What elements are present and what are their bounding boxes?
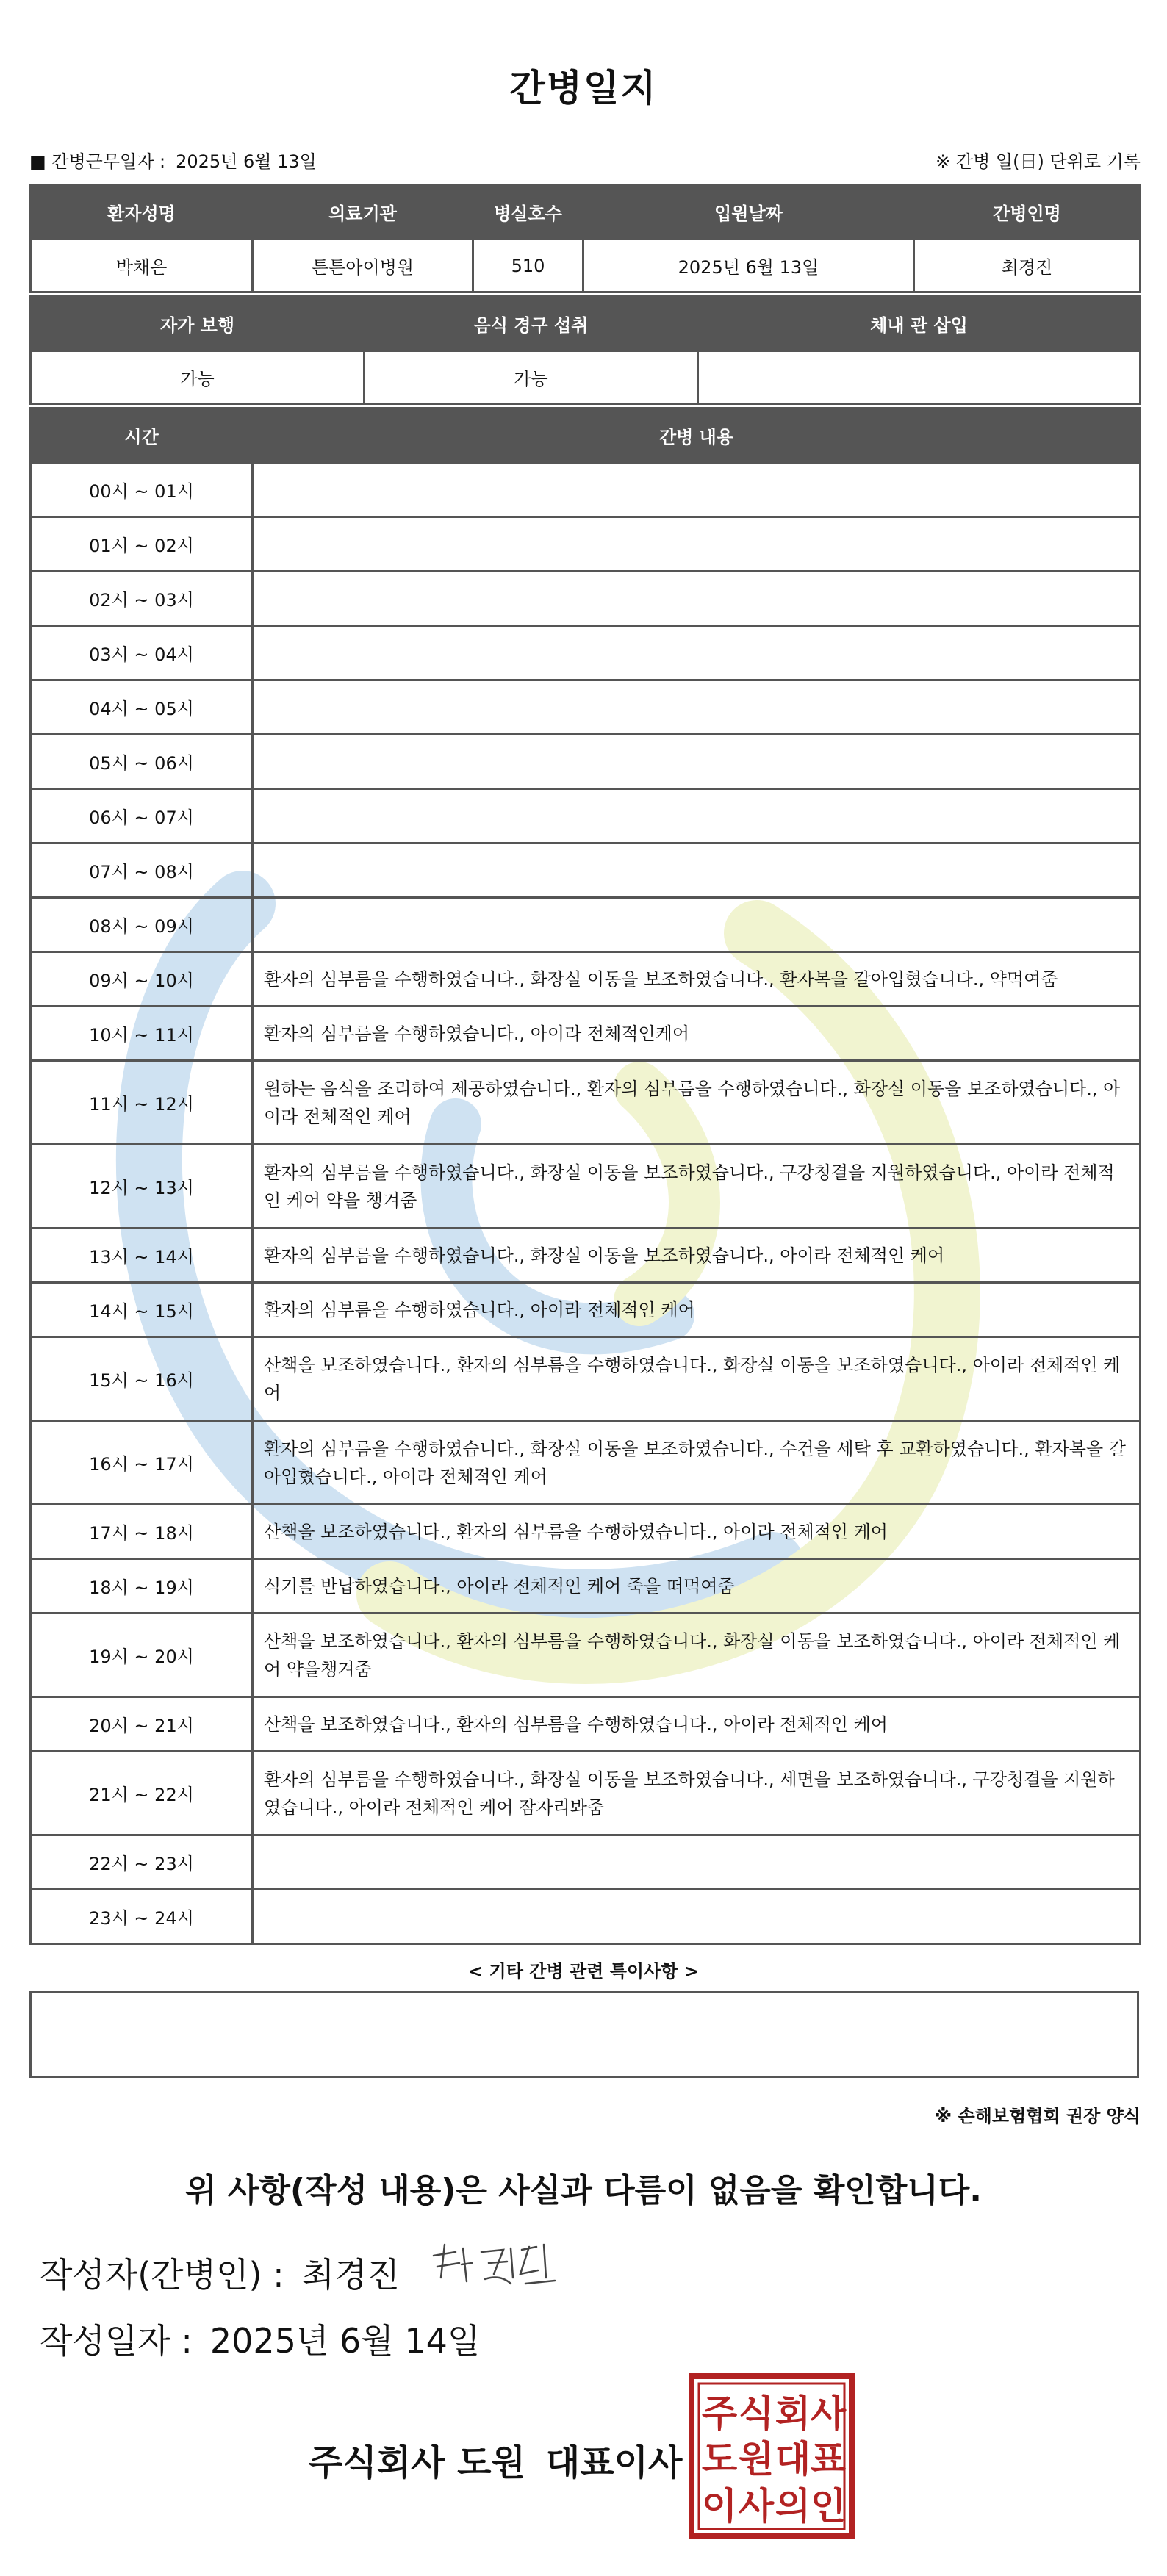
writer-line bbox=[40, 2248, 400, 2297]
care-content-cell: 환자의 심부름을 수행하였습니다., 아이라 전체적인케어 bbox=[253, 1007, 1141, 1061]
work-date-value: 2025년 6월 13일 bbox=[176, 151, 317, 172]
time-cell: 18시 ~ 19시 bbox=[31, 1559, 253, 1613]
svg-text:인: 인 bbox=[810, 2485, 847, 2528]
work-date-label: ■ 간병근무일자 : bbox=[29, 151, 166, 172]
time-cell: 14시 ~ 15시 bbox=[31, 1283, 253, 1337]
patient-name: 박채은 bbox=[31, 240, 253, 292]
time-cell: 23시 ~ 24시 bbox=[31, 1890, 253, 1944]
care-content-cell bbox=[253, 626, 1141, 680]
header-care-content: 간병 내용 bbox=[253, 409, 1141, 463]
header-hospital: 의료기관 bbox=[253, 185, 473, 240]
written-date-value: 2025년 6월 14일 bbox=[209, 2321, 481, 2361]
header-room-number: 병실호수 bbox=[473, 185, 584, 240]
care-content-cell bbox=[253, 572, 1141, 626]
document-title: 간병일지 bbox=[509, 67, 658, 109]
time-cell: 10시 ~ 11시 bbox=[31, 1007, 253, 1061]
care-content-cell: 환자의 심부름을 수행하였습니다., 화장실 이동을 보조하였습니다., 구강청결을 지원하였습니다., 아이라 전체적인 케어 약을 챙겨줌 bbox=[253, 1145, 1141, 1228]
oral-intake-value: 가능 bbox=[365, 351, 698, 404]
care-content-cell bbox=[253, 463, 1141, 517]
time-cell: 13시 ~ 14시 bbox=[31, 1228, 253, 1283]
care-content-cell bbox=[253, 735, 1141, 789]
svg-text:표: 표 bbox=[810, 2438, 847, 2480]
time-cell: 16시 ~ 17시 bbox=[31, 1421, 253, 1505]
company-name: 주식회사 도원 bbox=[309, 2442, 525, 2483]
time-cell: 17시 ~ 18시 bbox=[31, 1505, 253, 1559]
care-content-cell: 환자의 심부름을 수행하였습니다., 화장실 이동을 보조하였습니다., 세면을 보조하였습니다., 구강청결을 지원하였습니다., 아이라 전체적인 케어 잠자리봐줌 bbox=[253, 1752, 1141, 1835]
header-caregiver-name: 간병인명 bbox=[914, 185, 1141, 240]
header-self-walking: 자가 보행 bbox=[31, 297, 365, 351]
care-content-cell: 환자의 심부름을 수행하였습니다., 화장실 이동을 보조하였습니다., 아이라 전체적인 케어 bbox=[253, 1228, 1141, 1283]
time-cell: 22시 ~ 23시 bbox=[31, 1835, 253, 1890]
writer-name: 최경진 bbox=[301, 2255, 400, 2295]
care-content-cell bbox=[253, 843, 1141, 898]
care-content-cell bbox=[253, 1835, 1141, 1890]
writer-label: 작성자(간병인) : bbox=[40, 2255, 284, 2295]
svg-text:회: 회 bbox=[775, 2392, 811, 2435]
company-seal bbox=[687, 2372, 856, 2541]
svg-text:대: 대 bbox=[775, 2438, 811, 2480]
time-cell: 08시 ~ 09시 bbox=[31, 898, 253, 952]
time-cell: 05시 ~ 06시 bbox=[31, 735, 253, 789]
care-content-cell: 산책을 보조하였습니다., 환자의 심부름을 수행하였습니다., 화장실 이동을 보조하였습니다., 아이라 전체적인 케어 bbox=[253, 1337, 1141, 1421]
time-cell: 19시 ~ 20시 bbox=[31, 1613, 253, 1697]
time-cell: 00시 ~ 01시 bbox=[31, 463, 253, 517]
time-cell: 09시 ~ 10시 bbox=[31, 952, 253, 1007]
svg-text:의: 의 bbox=[775, 2485, 811, 2528]
caregiver-name: 최경진 bbox=[914, 240, 1141, 292]
self-walking-value: 가능 bbox=[31, 351, 365, 404]
care-content-cell bbox=[253, 680, 1141, 735]
special-notes-box bbox=[29, 1991, 1139, 2078]
time-cell: 03시 ~ 04시 bbox=[31, 626, 253, 680]
care-content-cell bbox=[253, 898, 1141, 952]
care-content-cell: 산책을 보조하였습니다., 환자의 심부름을 수행하였습니다., 아이라 전체적인 케어 bbox=[253, 1697, 1141, 1752]
svg-text:사: 사 bbox=[738, 2485, 775, 2528]
care-content-cell: 환자의 심부름을 수행하였습니다., 화장실 이동을 보조하였습니다., 수건을 세탁 후 교환하였습니다., 환자복을 갈아입혔습니다., 아이라 전체적인 케어 bbox=[253, 1421, 1141, 1505]
care-content-cell: 원하는 음식을 조리하여 제공하였습니다., 환자의 심부름을 수행하였습니다., 화장실 이동을 보조하였습니다., 아이라 전체적인 케어 bbox=[253, 1061, 1141, 1145]
care-content-cell: 환자의 심부름을 수행하였습니다., 아이라 전체적인 케어 bbox=[253, 1283, 1141, 1337]
handwritten-signature bbox=[426, 2234, 566, 2300]
care-content-cell: 환자의 심부름을 수행하였습니다., 화장실 이동을 보조하였습니다., 환자복을 갈아입혔습니다., 약먹여줌 bbox=[253, 952, 1141, 1007]
confirmation-statement: 위 사항(작성 내용)은 사실과 다름이 없음을 확인합니다. bbox=[185, 2172, 982, 2209]
time-cell: 12시 ~ 13시 bbox=[31, 1145, 253, 1228]
admission-date: 2025년 6월 13일 bbox=[584, 240, 914, 292]
company-role: 대표이사 bbox=[545, 2442, 683, 2483]
svg-text:이: 이 bbox=[701, 2485, 738, 2528]
svg-text:주: 주 bbox=[701, 2392, 738, 2435]
header-tube-insertion: 체내 관 삽입 bbox=[698, 297, 1141, 351]
patient-info-table bbox=[29, 184, 1141, 293]
svg-text:도: 도 bbox=[701, 2438, 738, 2480]
hospital-name: 튼튼아이병원 bbox=[253, 240, 473, 292]
patient-status-table bbox=[29, 295, 1141, 405]
room-number: 510 bbox=[473, 240, 584, 292]
time-cell: 04시 ~ 05시 bbox=[31, 680, 253, 735]
care-log-table bbox=[29, 407, 1141, 1945]
header-oral-intake: 음식 경구 섭취 bbox=[365, 297, 698, 351]
care-content-cell bbox=[253, 1890, 1141, 1944]
header-time: 시간 bbox=[31, 409, 253, 463]
care-content-cell: 산책을 보조하였습니다., 환자의 심부름을 수행하였습니다., 아이라 전체적인 케어 bbox=[253, 1505, 1141, 1559]
work-date bbox=[29, 147, 317, 173]
care-content-cell bbox=[253, 517, 1141, 572]
special-notes-title: < 기타 간병 관련 특이사항 > bbox=[468, 1961, 699, 1982]
time-cell: 20시 ~ 21시 bbox=[31, 1697, 253, 1752]
care-content-cell: 식기를 반납하였습니다., 아이라 전체적인 케어 죽을 떠먹여줌 bbox=[253, 1559, 1141, 1613]
time-cell: 02시 ~ 03시 bbox=[31, 572, 253, 626]
record-unit-note: ※ 간병 일(日) 단위로 기록 bbox=[936, 151, 1141, 172]
written-date-label: 작성일자 : bbox=[40, 2321, 193, 2361]
time-cell: 06시 ~ 07시 bbox=[31, 789, 253, 843]
company-line bbox=[309, 2434, 682, 2485]
written-date-line bbox=[40, 2314, 480, 2363]
recommended-form-note: ※ 손해보험협회 권장 양식 bbox=[934, 2106, 1141, 2126]
time-cell: 07시 ~ 08시 bbox=[31, 843, 253, 898]
header-patient-name: 환자성명 bbox=[31, 185, 253, 240]
svg-text:사: 사 bbox=[810, 2392, 847, 2435]
time-cell: 15시 ~ 16시 bbox=[31, 1337, 253, 1421]
header-admission-date: 입원날짜 bbox=[584, 185, 914, 240]
tube-insertion-value bbox=[698, 351, 1141, 404]
time-cell: 01시 ~ 02시 bbox=[31, 517, 253, 572]
svg-text:식: 식 bbox=[738, 2392, 775, 2435]
svg-text:원: 원 bbox=[738, 2438, 775, 2480]
time-cell: 11시 ~ 12시 bbox=[31, 1061, 253, 1145]
care-content-cell: 산책을 보조하였습니다., 환자의 심부름을 수행하였습니다., 화장실 이동을 보조하였습니다., 아이라 전체적인 케어 약을챙겨줌 bbox=[253, 1613, 1141, 1697]
care-content-cell bbox=[253, 789, 1141, 843]
time-cell: 21시 ~ 22시 bbox=[31, 1752, 253, 1835]
